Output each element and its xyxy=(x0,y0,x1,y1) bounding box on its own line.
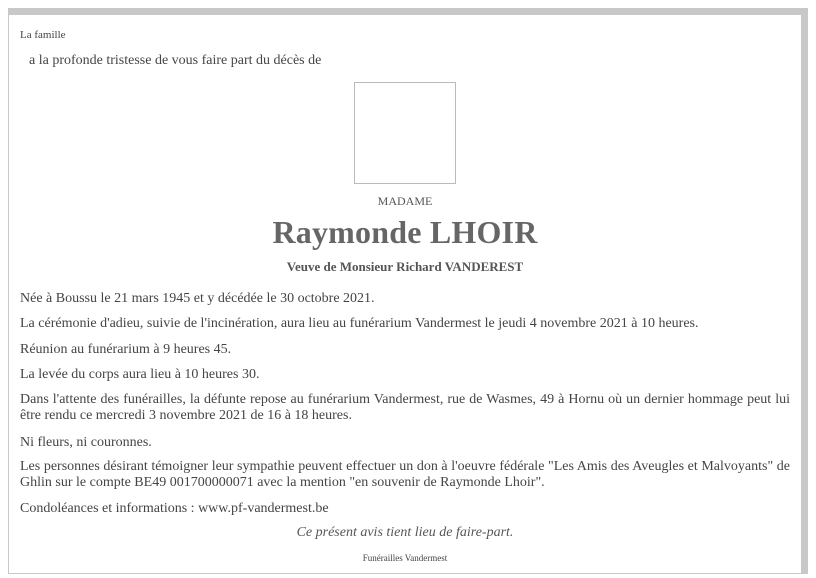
ceremony-paragraph: La cérémonie d'adieu, suivie de l'incinération, aura lieu au funérarium Vandermest le jeudi 4 novembre 2021 à 10 heures. xyxy=(20,316,699,331)
condolences-paragraph: Condoléances et informations : www.pf-vandermest.be xyxy=(20,501,329,516)
family-label: La famille xyxy=(20,29,66,41)
widow-of: Veuve de Monsieur Richard VANDEREST xyxy=(286,259,524,274)
birth-death-paragraph: Née à Boussu le 21 mars 1945 et y décédée le 30 octobre 2021. xyxy=(20,291,375,306)
footer-text: Funérailles Vandermest xyxy=(362,553,448,563)
donation-paragraph: Les personnes désirant témoigner leur sympathie peuvent effectuer un don à l'oeuvre fédérale "Les Amis des Aveugles et Malvoyants" de Ghlin sur le compte BE49 001700000071 avec la mention "en souvenir de Raymonde Lhoir". xyxy=(20,459,790,490)
photo-placeholder xyxy=(354,82,456,184)
intro-text: a la profonde tristesse de vous faire part du décès de xyxy=(29,53,322,68)
deceased-name: Raymonde LHOIR xyxy=(272,214,538,250)
obituary-frame xyxy=(8,8,808,574)
notice-text: Ce présent avis tient lieu de faire-part. xyxy=(296,525,514,540)
visitation-paragraph: Dans l'attente des funérailles, la défunte repose au funérarium Vandermest, rue de Wasmes, 49 à Hornu où un dernier hommage peut lui être rendu ce mercredi 3 novembre 2021 de 16 à 18 heures. xyxy=(20,392,790,423)
body-removal-paragraph: La levée du corps aura lieu à 10 heures 30. xyxy=(20,367,260,382)
meeting-paragraph: Réunion au funérarium à 9 heures 45. xyxy=(20,342,232,357)
no-flowers-paragraph: Ni fleurs, ni couronnes. xyxy=(20,435,152,450)
deceased-title: MADAME xyxy=(377,194,433,208)
